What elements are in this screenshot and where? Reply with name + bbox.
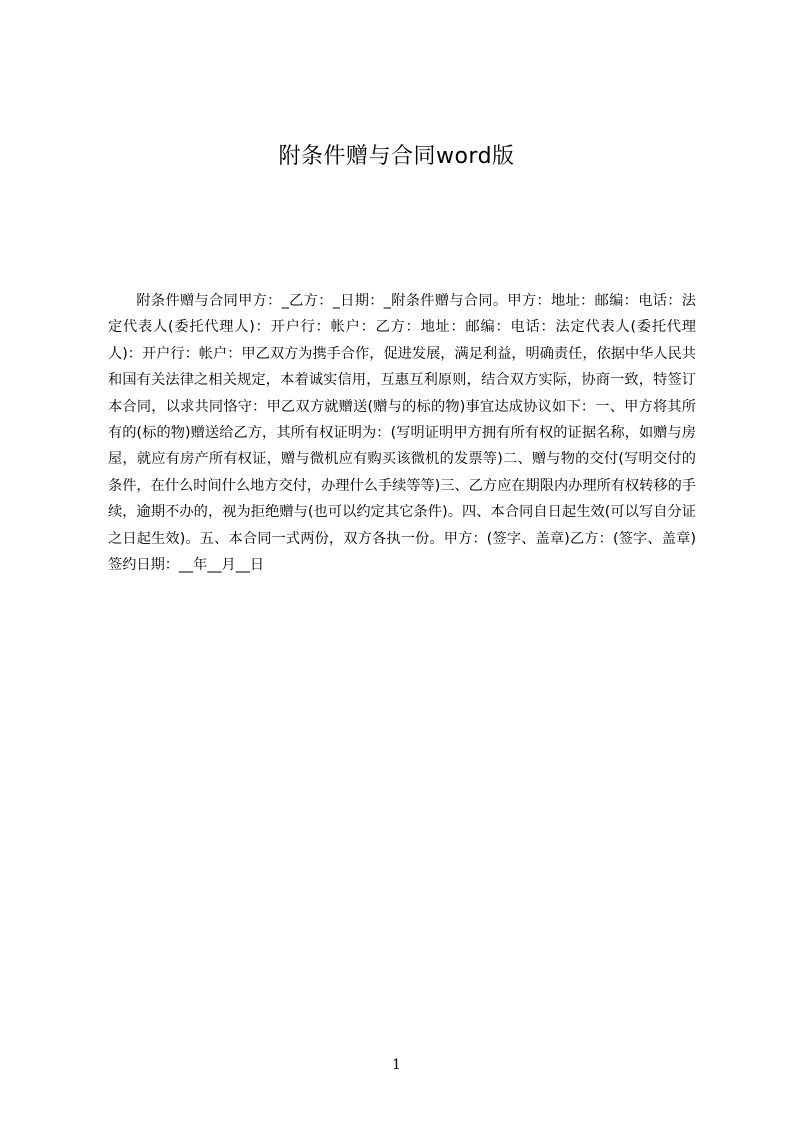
document-title: 附条件赠与合同word版 (278, 144, 515, 169)
page-number: 1 (392, 1057, 401, 1073)
document-body: 附条件赠与合同甲方：_乙方：_日期：_附条件赠与合同。甲方：地址：邮编：电话：法定代表人(委托代理人)：开户行：帐户：乙方：地址：邮编：电话：法定代表人(委托代理人)：开户行：帐户：甲乙双方为携手合作，促进发展，满足利益，明确责任，依据中华人民共和国有关法律之相关规定，本着诚实信用，互惠互利原则，结合双方实际，协商一致，特签订本合同，以求共同恪守：甲乙双方就赠送(赠与的标的物)事宜达成协议如下：一、甲方将其所有的(标的物)赠送给乙方，其所有权证明为：(写明证明甲方拥有所有权的证据名称，如赠与房屋，就应有房产所有权证，赠与微机应有购买该微机的发票等)二、赠与物的交付(写明交付的条件，在什么时间什么地方交付，办理什么手续等等)三、乙方应在期限内办理所有权转移的手续，逾期不办的，视为拒绝赠与(也可以约定其它条件)。四、本合同自日起生效(可以写自分证之日起生效)。五、本合同一式两份，双方各执一份。甲方：(签字、盖章)乙方：(签字、盖章)签约日期：__年__月__日 (108, 293, 696, 574)
